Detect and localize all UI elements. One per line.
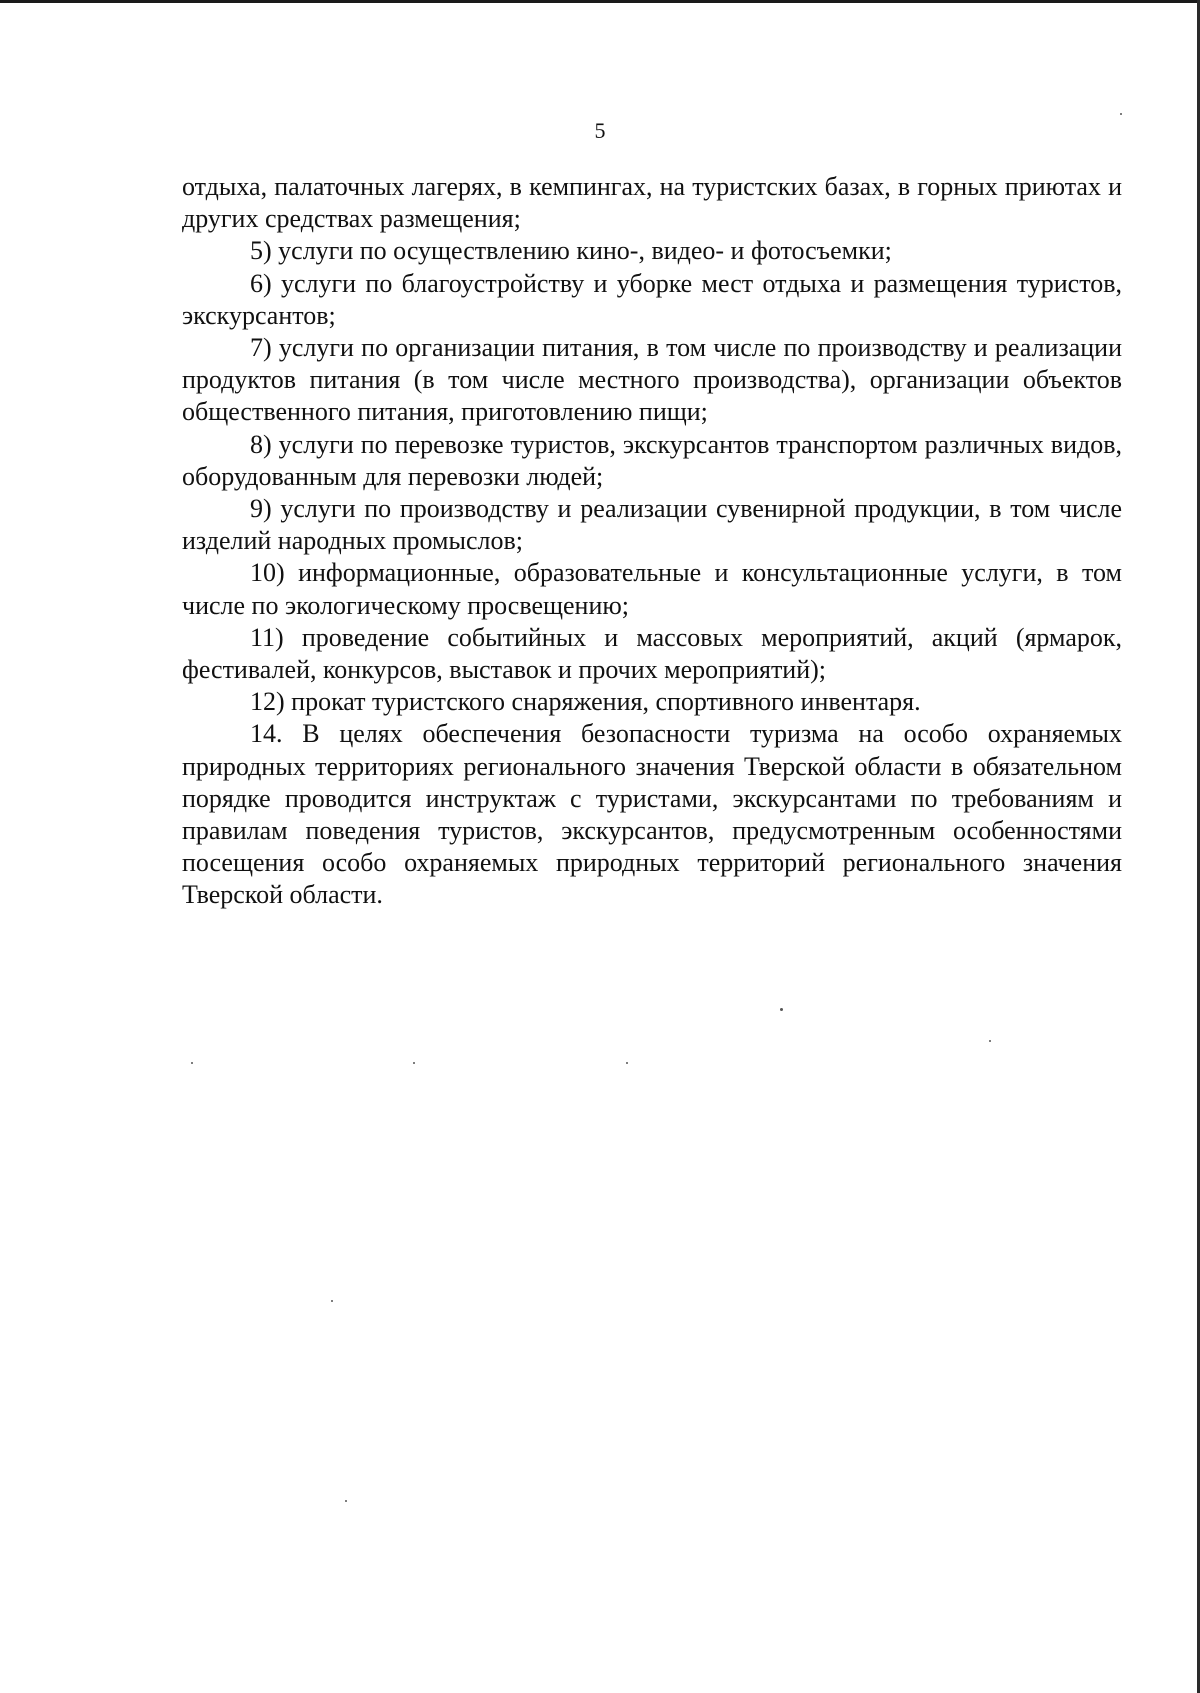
- list-item-7: 7) услуги по организации питания, в том числе по производству и реализации продуктов питания (в том числе местного производства), организации объектов общественного питания, приготовлению пищи;: [182, 333, 1122, 427]
- scan-edge-top: [0, 0, 1200, 3]
- page-number: 5: [594, 118, 606, 143]
- document-body: [182, 171, 1122, 912]
- list-item-6: 6) услуги по благоустройству и уборке мест отдыха и размещения туристов, экскурсантов;: [182, 268, 1122, 330]
- paragraph-continuation: отдыха, палаточных лагерях, в кемпингах, на туристских базах, в горных приютах и других средствах размещения;: [182, 172, 1122, 234]
- scan-speck: [989, 1040, 991, 1042]
- scan-speck: [413, 1062, 415, 1064]
- scan-speck: [331, 1300, 333, 1302]
- scan-speck: [626, 1062, 628, 1064]
- list-item-8: 8) услуги по перевозке туристов, экскурсантов транспортом различных видов, оборудованным для перевозки людей;: [182, 429, 1122, 491]
- paragraph-14: 14. В целях обеспечения безопасности туризма на особо охраняемых природных территориях регионального значения Тверской области в обязательном порядке проводится инструктаж с туристами, экскурсантами по требованиям и правилам поведения туристов, экскурсантов, предусмотренным особенностями посещения особо охраняемых природных территорий регионального значения Тверской области.: [182, 719, 1122, 910]
- list-item-12: 12) прокат туристского снаряжения, спортивного инвентаря.: [250, 687, 921, 717]
- list-item-5: 5) услуги по осуществлению кино-, видео- и фотосъемки;: [250, 236, 892, 266]
- scan-speck: [780, 1008, 783, 1011]
- scan-speck: [1120, 113, 1122, 115]
- list-item-9: 9) услуги по производству и реализации сувенирной продукции, в том числе изделий народных промыслов;: [182, 494, 1122, 556]
- list-item-10: 10) информационные, образовательные и консультационные услуги, в том числе по экологическому просвещению;: [182, 558, 1122, 620]
- list-item-11: 11) проведение событийных и массовых мероприятий, акций (ярмарок, фестивалей, конкурсов, выставок и прочих мероприятий);: [182, 622, 1122, 685]
- scan-speck: [345, 1500, 347, 1502]
- scan-speck: [191, 1062, 193, 1064]
